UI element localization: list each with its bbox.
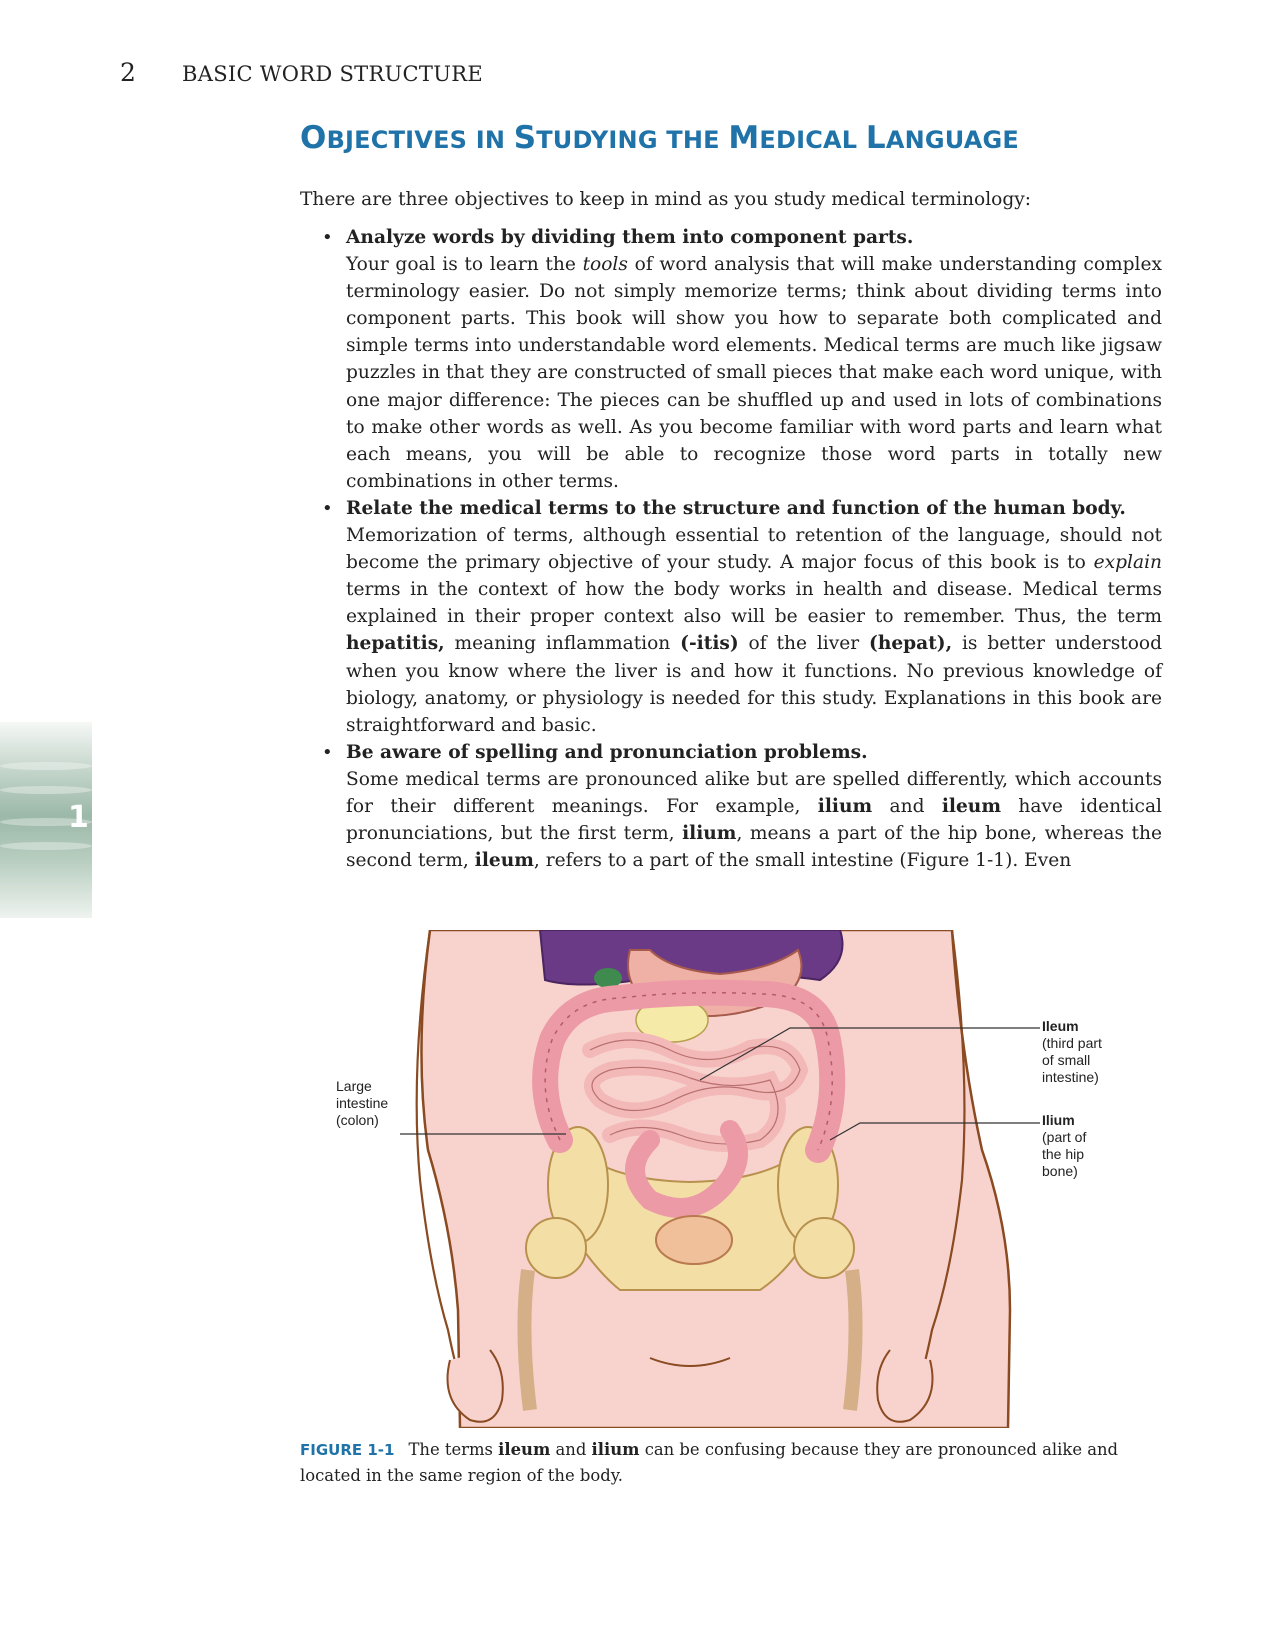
objective-item xyxy=(322,495,1162,739)
section-title: OBJECTIVES IN STUDYING THE MEDICAL LANGUAGE xyxy=(300,120,1020,156)
femur-right xyxy=(850,1270,856,1410)
chapter-tab-label: 1 xyxy=(68,800,89,835)
femur-head-left xyxy=(526,1218,586,1278)
objectives-list xyxy=(322,224,1162,874)
objective-heading: Relate the medical terms to the structure and function of the human body. xyxy=(346,497,1126,519)
intro-paragraph: There are three objectives to keep in mind as you study medical terminology: xyxy=(300,189,1032,210)
large-intestine-label: Large intestine (colon) xyxy=(336,1078,389,1128)
bladder xyxy=(656,1216,732,1264)
bullet-icon: • xyxy=(322,741,333,763)
ileum-label: Ileum (third part of small intestine) xyxy=(1042,1018,1102,1085)
objective-body: Your goal is to learn the tools of word analysis that will make understanding complex terminology easier. Do not simply memorize terms; think about dividing terms into component parts. This book will show you how to separate both complicated and simple terms into understandable word elements. Medical terms are much like jigsaw puzzles in that they are constructed of small pieces that make each word unique, with one major difference: The pieces can be shuffled up and used in lots of combinations to make other words as well. As you become familiar with word parts and learn what each means, you will be able to recognize those word parts in totally new combinations in other terms. xyxy=(346,254,1162,492)
figure-caption xyxy=(300,1437,1160,1488)
page-number: 2 xyxy=(120,58,136,87)
femur-left xyxy=(524,1270,530,1410)
gallbladder xyxy=(594,968,622,988)
bullet-icon: • xyxy=(322,227,333,248)
objective-item xyxy=(322,224,1162,495)
figure-label: FIGURE 1-1 xyxy=(300,1441,395,1459)
figure-1-1 xyxy=(320,930,1160,1428)
objective-heading: Be aware of spelling and pronunciation problems. xyxy=(346,741,868,763)
objective-body: Some medical terms are pronounced alike but are spelled differently, which accounts for their different meanings. For example, ilium and ileum have identical pronunciations, but the first term, ilium, means a part of the hip bone, whereas the second term, ileum, refers to a part of the small intestine (Figure 1-1). Even xyxy=(346,768,1162,872)
objective-heading: Analyze words by dividing them into component parts. xyxy=(346,227,914,248)
objective-item xyxy=(322,739,1162,874)
left-hand xyxy=(448,1350,503,1422)
ilium-label: Ilium (part of the hip bone) xyxy=(1042,1112,1087,1179)
objective-body: Memorization of terms, although essential to retention of the language, should not become the primary objective of your study. A major focus of this book is to explain terms in the context of how the body works in health and disease. Medical terms explained in their proper context also will be easier to remember. Thus, the term hepatitis, meaning inflammation (-itis) of the liver (hepat), is better understood when you know where the liver is and how it functions. No previous knowledge of biology, anatomy, or physiology is needed for this study. Explanations in this book are straightforward and basic. xyxy=(346,525,1162,736)
running-title: BASIC WORD STRUCTURE xyxy=(182,62,483,86)
bullet-icon: • xyxy=(322,497,333,519)
caption-text: The terms ileum and ilium can be confusing because they are pronounced alike and located in the same region of the body. xyxy=(300,1440,1119,1485)
abdomen-illustration xyxy=(320,930,1160,1428)
femur-head-right xyxy=(794,1218,854,1278)
